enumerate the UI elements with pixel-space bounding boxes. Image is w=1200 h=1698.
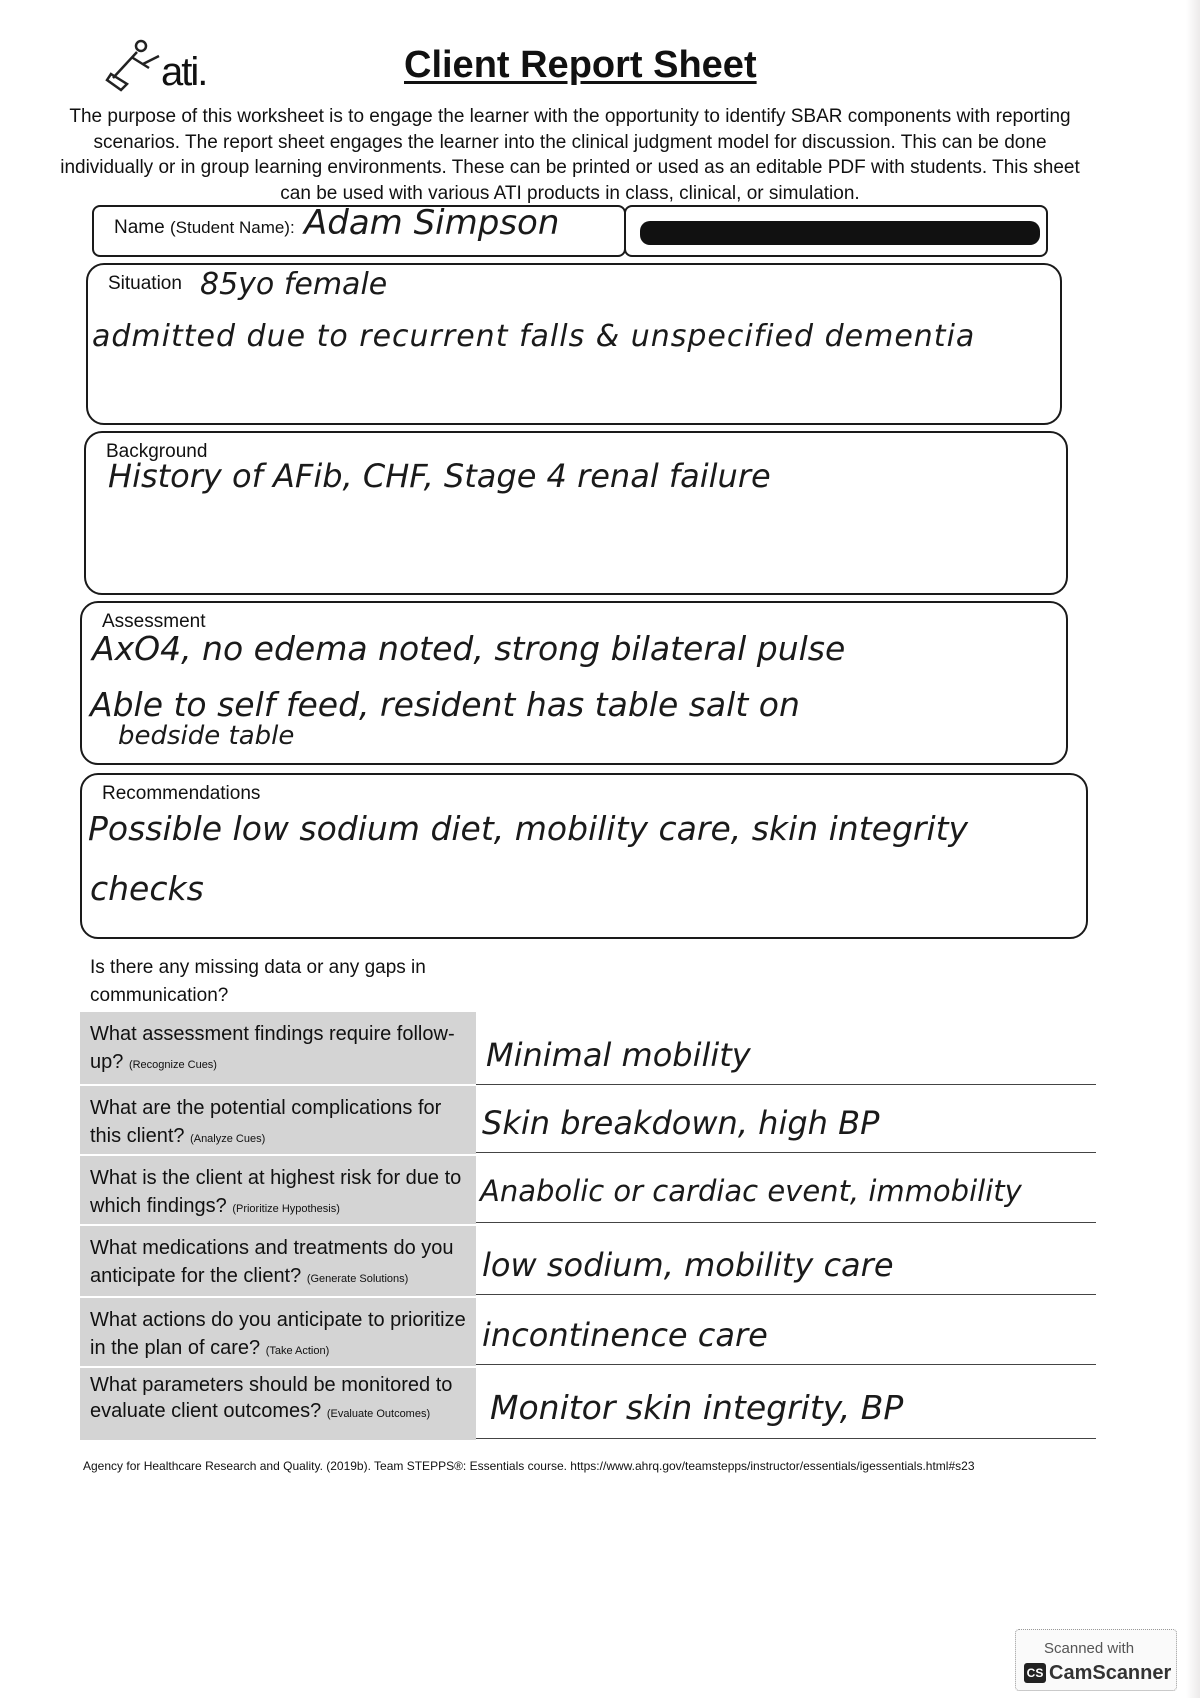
question-text: What parameters should be monitored to evaluate client outcomes? <box>90 1374 453 1422</box>
question-tag: (Evaluate Outcomes) <box>326 1408 431 1420</box>
answer-recognize[interactable] <box>476 1032 1096 1085</box>
page-edge <box>1186 0 1200 1698</box>
question-tag: (Prioritize Hypothesis) <box>232 1203 340 1215</box>
answer-evaluate[interactable] <box>476 1386 1096 1439</box>
answer-text: Monitor skin integrity, BP <box>490 1388 904 1427</box>
ati-logo <box>103 38 223 98</box>
page-title: Client Report Sheet <box>404 44 757 86</box>
question-text: What is the client at highest risk for due to which findings? <box>90 1167 462 1217</box>
camscanner-badge <box>1015 1629 1177 1691</box>
redaction-bar <box>640 221 1040 245</box>
assessment-line-3: bedside table <box>118 721 295 751</box>
answer-text: low sodium, mobility care <box>482 1246 894 1284</box>
camscanner-icon: CS <box>1024 1663 1046 1683</box>
answer-action[interactable] <box>476 1312 1096 1365</box>
question-cell-generate <box>80 1226 476 1296</box>
answer-text: Anabolic or cardiac event, immobility <box>480 1174 1022 1208</box>
situation-label: Situation <box>108 273 182 294</box>
name-sublabel: (Student Name): <box>169 218 295 237</box>
question-tag: (Recognize Cues) <box>128 1059 217 1071</box>
assessment-line-2: Able to self feed, resident has table salt on <box>90 685 800 724</box>
recommendations-box[interactable] <box>80 773 1088 939</box>
background-label: Background <box>106 441 208 462</box>
question-tag: (Take Action) <box>265 1345 330 1357</box>
citation-footer: Agency for Healthcare Research and Quality. (2019b). Team STEPPS®: Essentials course. https://www.ahrq.gov/teamstepps/instructor/essentials/igessentials.html#s23 <box>83 1459 975 1473</box>
student-name: Adam Simpson <box>304 203 560 243</box>
question-text: What medications and treatments do you anticipate for the client? <box>90 1237 454 1287</box>
answer-prioritize[interactable] <box>476 1170 1096 1223</box>
question-cell-recognize <box>80 1012 476 1084</box>
assessment-label: Assessment <box>102 611 206 632</box>
assessment-line-1: AxO4, no edema noted, strong bilateral pulse <box>92 629 846 668</box>
situation-line-1: 85yo female <box>200 267 388 302</box>
question-text: What assessment findings require follow-up? <box>90 1023 455 1073</box>
answer-analyze[interactable] <box>476 1100 1096 1153</box>
redacted-field <box>624 205 1048 257</box>
purpose-text: The purpose of this worksheet is to engage the learner with the opportunity to identify SBAR components with reporting scenarios. The report sheet engages the learner into the clinical judgment model for discussion. This can be done individually or in group learning environments. These can be printed or used as an editable PDF with students. This sheet can be used with various ATI products in class, clinical, or simulation. <box>60 106 1080 204</box>
question-tag: (Analyze Cues) <box>190 1133 266 1145</box>
answer-generate[interactable] <box>476 1242 1096 1295</box>
answer-text: Skin breakdown, high BP <box>482 1104 880 1142</box>
answer-text: Minimal mobility <box>486 1036 751 1074</box>
name-label: Name <box>114 217 165 238</box>
background-line-1: History of AFib, CHF, Stage 4 renal failure <box>108 457 771 495</box>
camscanner-brand: CamScanner <box>1049 1662 1172 1684</box>
scanned-with-text: Scanned with <box>1044 1640 1135 1657</box>
recommendations-label: Recommendations <box>102 783 261 804</box>
name-field[interactable] <box>92 205 626 257</box>
question-tag: (Generate Solutions) <box>306 1273 409 1285</box>
recommendations-line-1: Possible low sodium diet, mobility care, skin integrity <box>88 809 969 848</box>
question-cell-prioritize <box>80 1156 476 1224</box>
logo-text: ati. <box>161 50 207 94</box>
assessment-box[interactable] <box>80 601 1068 765</box>
recommendations-line-2: checks <box>90 869 204 908</box>
situation-line-2: admitted due to recurrent falls & unspecified dementia <box>92 319 976 354</box>
situation-box[interactable] <box>86 263 1062 425</box>
background-box[interactable] <box>84 431 1068 595</box>
question-cell-evaluate <box>80 1368 476 1440</box>
question-cell-action <box>80 1298 476 1366</box>
missing-data-question: Is there any missing data or any gaps in communication? <box>90 957 426 1006</box>
question-text: What are the potential complications for this client? <box>90 1097 442 1147</box>
answer-text: incontinence care <box>482 1316 768 1354</box>
question-cell-analyze <box>80 1086 476 1154</box>
question-text: What actions do you anticipate to prioritize in the plan of care? <box>90 1309 466 1359</box>
